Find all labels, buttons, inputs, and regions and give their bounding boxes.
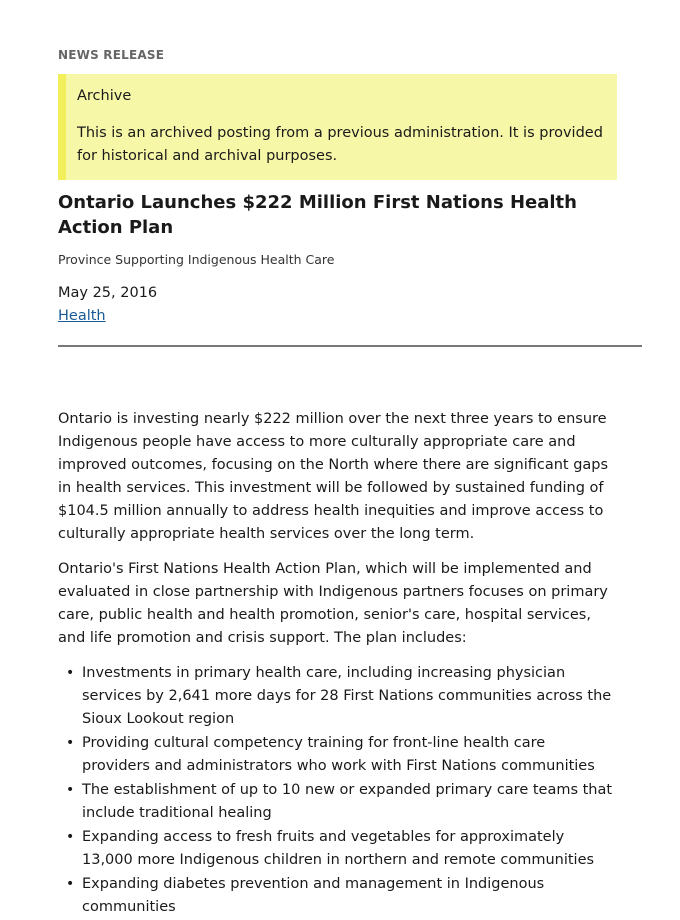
bullet-icon: • <box>66 876 75 892</box>
list-item-text: The establishment of up to 10 new or expanded primary care teams that include traditional healing <box>82 782 613 821</box>
body-paragraph-1: Ontario is investing nearly $222 million over the next three years to ensure Indigenous people have access to more culturally appropriate care and improved outcomes, focusing on the North where there are significant gaps in health services. This investment will be followed by sustained funding of $104.5 million annually to address health inequities and improve access to culturally appropriate health services over the long term. <box>58 411 609 542</box>
news-release <box>58 48 642 920</box>
list-item-text: Investments in primary health care, including increasing physician services by 2,641 more days for 28 First Nations communities across the Sioux Lookout region <box>82 665 612 727</box>
bullet-icon: • <box>66 829 75 845</box>
list-item <box>66 779 616 825</box>
release-date: May 25, 2016 <box>58 285 158 301</box>
archive-title: Archive <box>77 88 132 104</box>
list-item-text: Providing cultural competency training for front-line health care providers and administrators who work with First Nations communities <box>82 735 595 774</box>
list-item <box>66 873 616 919</box>
bullet-icon: • <box>66 782 75 798</box>
archive-notice <box>58 74 617 180</box>
body-paragraph-2: Ontario's First Nations Health Action Plan, which will be implemented and evaluated in close partnership with Indigenous partners focuses on primary care, public health and health promotion, senior's care, hospital services, and life promotion and crisis support. The plan includes: <box>58 561 608 646</box>
topic-link-health[interactable]: Health <box>58 308 106 324</box>
list-item-text: Expanding access to fresh fruits and vegetables for approximately 13,000 more Indigenous children in northern and remote communities <box>82 829 595 868</box>
archive-text: This is an archived posting from a previous administration. It is provided for historical and archival purposes. <box>77 125 603 164</box>
page-title: Ontario Launches $222 Million First Nations Health Action Plan <box>58 192 577 238</box>
page-subtitle: Province Supporting Indigenous Health Care <box>58 252 335 267</box>
plan-list <box>58 662 616 919</box>
list-item-text: Expanding diabetes prevention and management in Indigenous communities <box>82 876 545 915</box>
divider <box>58 345 642 347</box>
list-item <box>66 662 616 731</box>
list-item <box>66 732 616 778</box>
bullet-icon: • <box>66 665 75 681</box>
bullet-icon: • <box>66 735 75 751</box>
list-item <box>66 826 616 872</box>
kicker-label: NEWS RELEASE <box>58 48 165 62</box>
